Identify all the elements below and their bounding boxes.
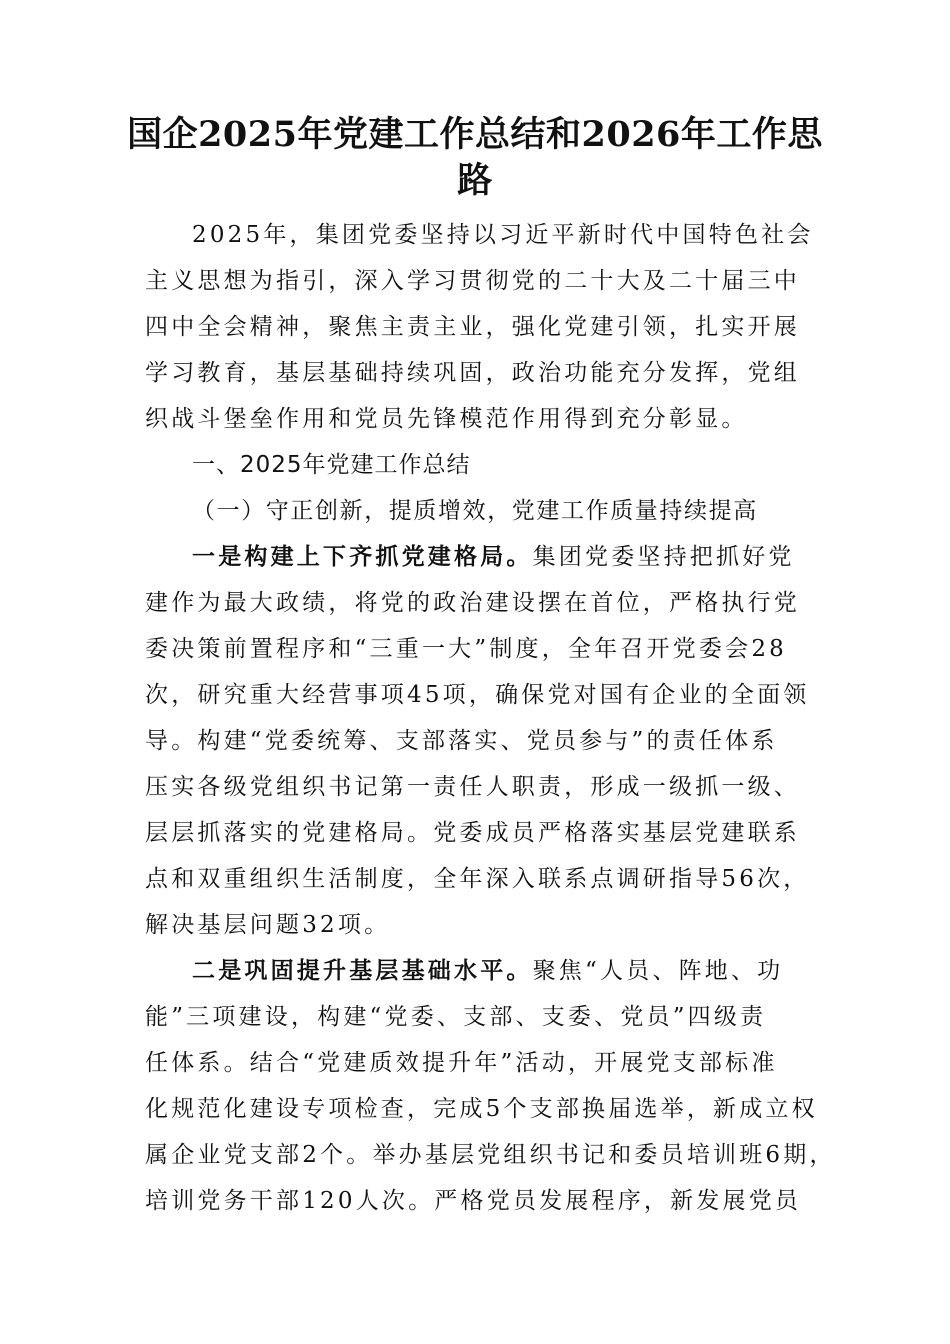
- title-line-2: 路: [457, 160, 493, 201]
- para2-first-line: [192, 948, 815, 994]
- para1-line: 压实各级党组织书记第一责任人职责，形成一级抓一级、: [145, 774, 800, 800]
- para1-line: 委决策前置程序和“三重一大”制度，全年召开党委会28: [145, 636, 787, 662]
- para2-first-line-rest: 聚焦“人员、阵地、功: [532, 958, 784, 984]
- para1-line: 层层抓落实的党建格局。党委成员严格落实基层党建联系: [145, 820, 800, 846]
- subsection-heading: （一）守正创新，提质增效，党建工作质量持续提高: [192, 498, 758, 524]
- para2-lead: 二是巩固提升基层基础水平。: [192, 958, 533, 984]
- intro-line: 四中全会精神，聚焦主责主业，强化党建引领，扎实开展: [145, 314, 800, 340]
- section-heading: 一、2025年党建工作总结: [192, 452, 471, 478]
- title-line-1: 国企2025年党建工作总结和2026年工作思: [127, 114, 823, 155]
- para1-line: 导。构建“党委统筹、支部落实、党员参与”的责任体系: [145, 728, 778, 754]
- para1-line: 点和双重组织生活制度，全年深入联系点调研指导56次，: [145, 866, 810, 892]
- para1-first-line: [192, 534, 815, 580]
- para2-line: 属企业党支部2个。举办基层党组织书记和委员培训班6期，: [145, 1142, 836, 1168]
- intro-line: 织战斗堡垒作用和党员先锋模范作用得到充分彰显。: [145, 406, 748, 432]
- para1-first-line-rest: 集团党委坚持把抓好党: [532, 544, 795, 570]
- para1-line: 次，研究重大经营事项45项，确保党对国有企业的全面领: [145, 682, 810, 708]
- para2-line: 能”三项建设，构建“党委、支部、支委、党员”四级责: [145, 1004, 767, 1030]
- para1-line: 建作为最大政绩，将党的政治建设摆在首位，严格执行党: [145, 590, 800, 616]
- para1-line: 解决基层问题32项。: [145, 912, 391, 938]
- intro-line: 学习教育，基层基础持续巩固，政治功能充分发挥，党组: [145, 360, 800, 386]
- intro-line: 主义思想为指引，深入学习贯彻党的二十大及二十届三中: [145, 268, 800, 294]
- para2-line: 培训党务干部120人次。严格党员发展程序，新发展党员: [145, 1188, 802, 1214]
- para1-lead: 一是构建上下齐抓党建格局。: [192, 544, 533, 570]
- document-title: [120, 112, 830, 204]
- para2-line: 任体系。结合“党建质效提升年”活动，开展党支部标准: [145, 1050, 778, 1076]
- intro-line: 2025年，集团党委坚持以习近平新时代中国特色社会: [192, 222, 814, 248]
- para2-line: 化规范化建设专项检查，完成5个支部换届选举，新成立权: [145, 1096, 818, 1122]
